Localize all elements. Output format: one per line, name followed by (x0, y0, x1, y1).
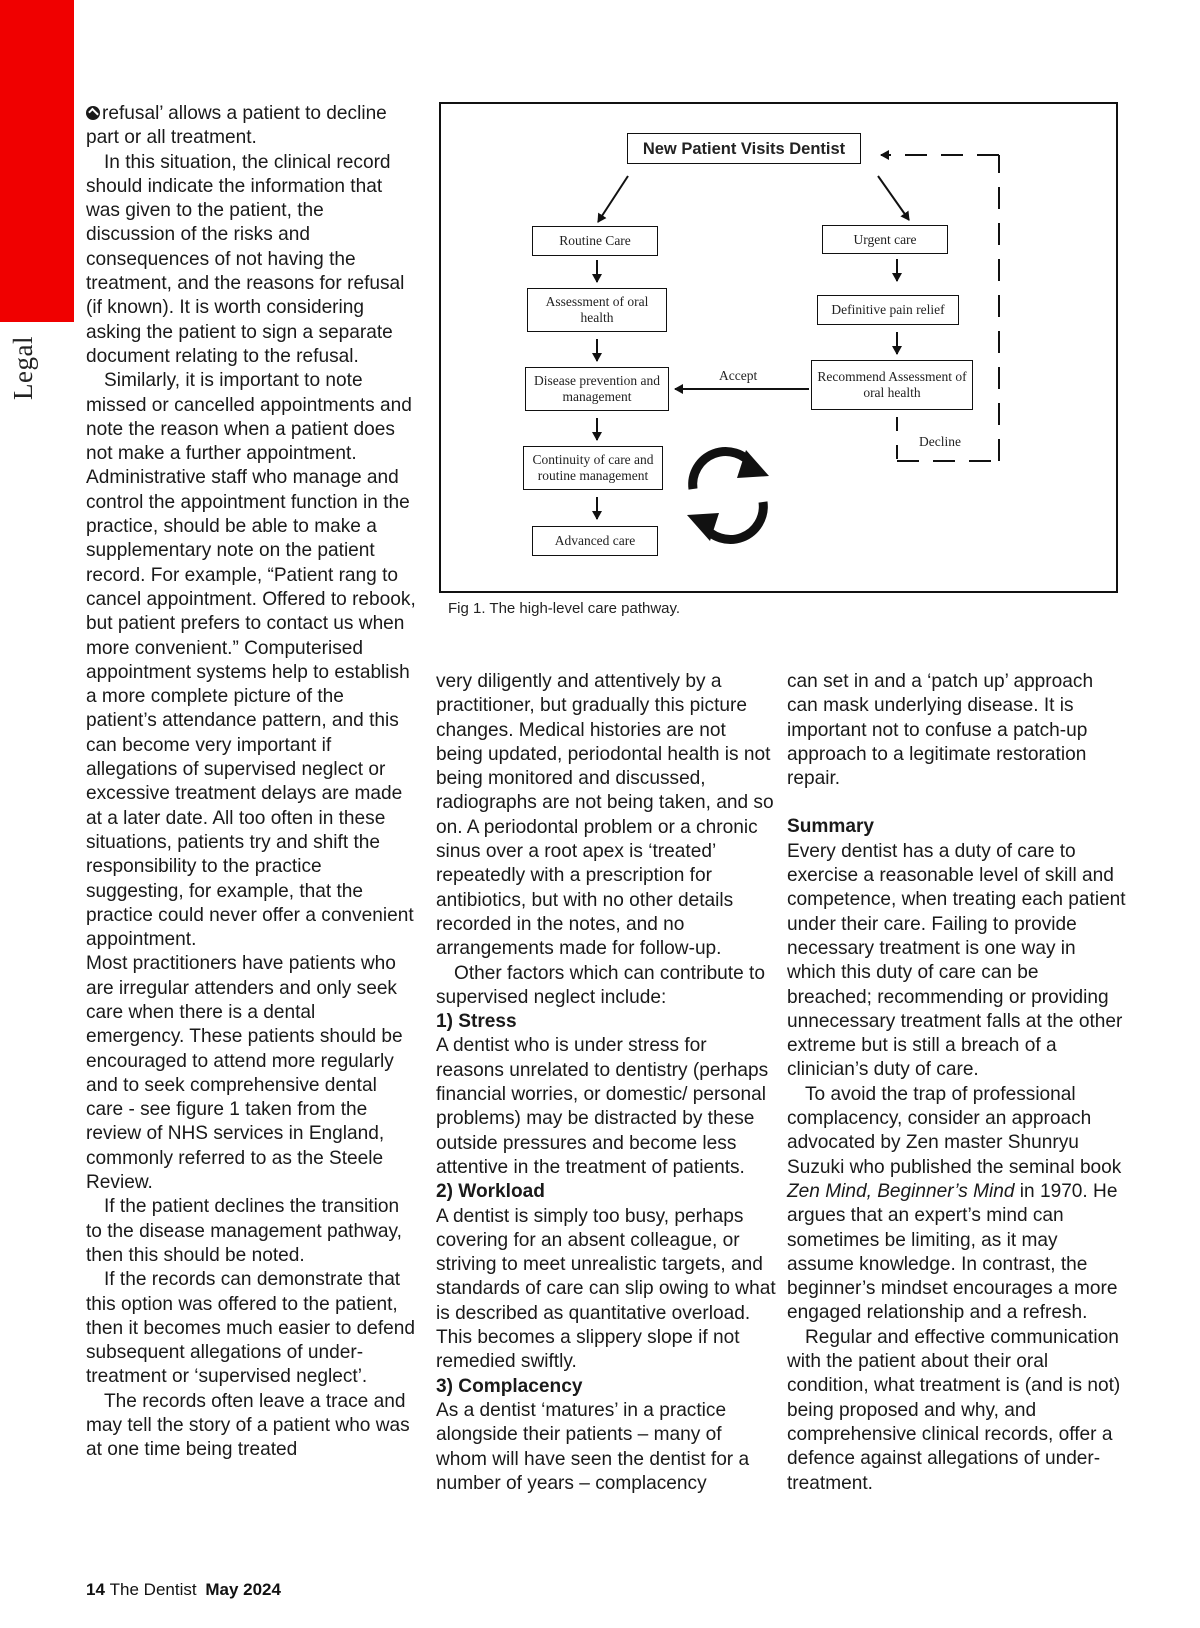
summary-heading: Summary (787, 816, 875, 838)
paragraph: Most practitioners have patients who are irregular attenders and only seek care when there is a dental emergency. These patients should be encouraged to attend more regularly and to seek comprehensive dental care - see figure 1 taken from the review of NHS services in England, commonly referred to as the Steele Review. (86, 953, 403, 1194)
arrow-bullet-icon (86, 106, 100, 120)
paragraph: If the records can demonstrate that this option was offered to the patient, then it becomes much easier to defend subsequent allegations of under-treatment or ‘supervised neglect’. (86, 1269, 416, 1388)
paragraph: As a dentist ‘matures’ in a practice alongside their patients – many of whom will have seen the dentist for a number of years – complacency (436, 1399, 750, 1494)
paragraph: A dentist is simply too busy, perhaps covering for an absent colleague, or striving to meet unrealistic targets, and standards of care can slip owing to what is described as quantitative overload. This becomes a slippery slope if not remedied swiftly. (436, 1205, 776, 1373)
paragraph-text: To avoid the trap of professional complacency, consider an approach advocated by Zen master Shunryu Suzuki who published the seminal book (787, 1083, 1122, 1178)
paragraph: A dentist who is under stress for reasons unrelated to dentistry (perhaps financial worries, or domestic/ personal problems) may be distracted by these outside pressures and become less attentive in the treatment of patients. (436, 1035, 769, 1178)
box-disease-prevention: Disease prevention and management (525, 367, 669, 411)
care-pathway-figure (439, 102, 1118, 593)
box-new-patient-visits-dentist: New Patient Visits Dentist (627, 133, 861, 164)
page-footer (86, 1580, 281, 1600)
box-urgent-care: Urgent care (822, 225, 948, 254)
paragraph: can set in and a ‘patch up’ approach can mask underlying disease. It is important not to confuse a patch-up approach to a legitimate restoration repair. (787, 671, 1094, 790)
section-label: Legal (8, 336, 38, 400)
issue-date: May 2024 (205, 1580, 281, 1599)
box-continuity-of-care: Continuity of care and routine management (523, 446, 663, 490)
box-advanced-care: Advanced care (532, 526, 658, 556)
box-routine-care: Routine Care (532, 226, 658, 256)
article-column-2 (436, 670, 776, 1496)
book-title: Zen Mind, Beginner’s Mind (787, 1180, 1015, 1202)
paragraph: Other factors which can contribute to supervised neglect include: (436, 962, 765, 1008)
subheading-stress: 1) Stress (436, 1011, 517, 1033)
article-column-1 (86, 102, 416, 1463)
paragraph: The records often leave a trace and may tell the story of a patient who was at one time being treated (86, 1390, 410, 1461)
section-color-tab (0, 0, 74, 322)
paragraph (86, 102, 416, 151)
subheading-workload: 2) Workload (436, 1181, 545, 1203)
paragraph-text: refusal’ allows a patient to decline part or all treatment. (86, 103, 387, 149)
paragraph: Regular and effective communication with the patient about their oral condition, what treatment is (and is not) being proposed and why, and comprehensive clinical records, offer a defence against allegations of under-treatment. (787, 1326, 1121, 1494)
box-assessment-of-oral-health: Assessment of oral health (527, 288, 667, 332)
publication-name: The Dentist (109, 1580, 197, 1599)
paragraph: If the patient declines the transition to the disease management pathway, then this should be noted. (86, 1196, 402, 1266)
box-definitive-pain-relief: Definitive pain relief (817, 295, 959, 325)
cycle-icon (687, 450, 769, 541)
arrow (598, 176, 628, 222)
figure-caption: Fig 1. The high-level care pathway. (448, 600, 681, 617)
accept-label: Accept (719, 368, 758, 383)
paragraph: Similarly, it is important to note missed or cancelled appointments and note the reason when a patient does not make a further appointment. Administrative staff who manage and control the appointment function in the practice, should be able to make a supplementary note on the patient record. For example, “Patient rang to cancel appointment. Offered to rebook, but patient prefers to contact us when more convenient.” Computerised appointment systems help to establish a more complete picture of the patient’s attendance pattern, and this can become very important if allegations of supervised neglect or excessive treatment delays are made at a later date. All too often in these situations, patients try and shift the responsibility to the practice suggesting, for example, that the practice could never offer a convenient appointment. (86, 370, 416, 951)
decline-label: Decline (919, 434, 961, 449)
subheading-complacency: 3) Complacency (436, 1375, 583, 1397)
figure-connectors (441, 104, 1115, 590)
paragraph-text: in 1970. He argues that an expert’s mind can sometimes be limiting, as it may assume knowledge. In contrast, the beginner’s mindset encourages a more engaged relationship and a refresh. (787, 1180, 1118, 1324)
paragraph (787, 1083, 1127, 1326)
paragraph: very diligently and attentively by a practitioner, but gradually this picture changes. Medical histories are not being updated, periodontal health is not being monitored and discussed, radiographs are not being taken, and so on. A periodontal problem or a chronic sinus over a root apex is ‘treated’ repeatedly with a prescription for antibiotics, but with no other details recorded in the notes, and no arrangements made for follow-up. (436, 671, 774, 960)
paragraph: Every dentist has a duty of care to exercise a reasonable level of skill and competence, when treating each patient under their care. Failing to provide necessary treatment is one way in which this duty of care can be breached; recommending or providing unnecessary treatment falls at the other extreme but is still a breach of a clinician’s duty of care. (787, 840, 1126, 1081)
page-number: 14 (86, 1580, 105, 1599)
paragraph: In this situation, the clinical record should indicate the information that was given to the patient, the discussion of the risks and consequences of not having the treatment, and the reasons for refusal (if known). It is worth considering asking the patient to sign a separate document relating to the refusal. (86, 151, 405, 367)
arrow (878, 176, 909, 220)
article-column-3 (787, 670, 1127, 1496)
box-recommend-assessment: Recommend Assessment of oral health (811, 360, 973, 410)
